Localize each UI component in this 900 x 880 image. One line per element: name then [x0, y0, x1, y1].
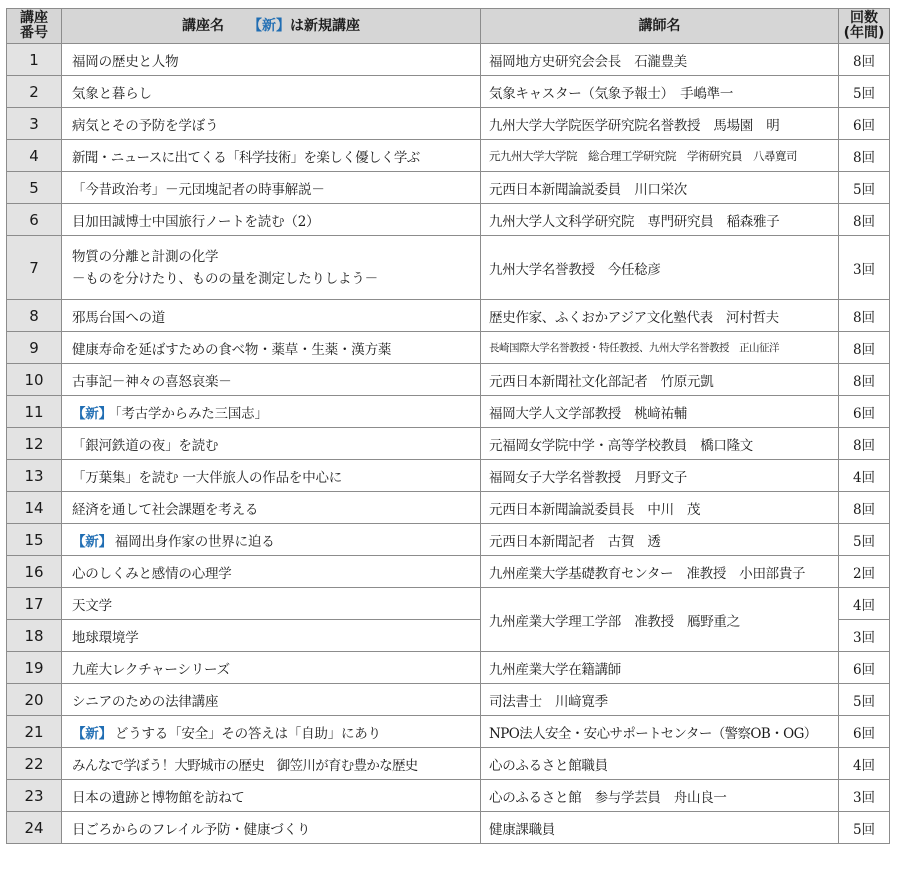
lecturer-name: 九州産業大学理工学部 准教授 鴈野重之: [481, 588, 839, 652]
table-header-row: [7, 9, 890, 44]
session-count: 8回: [839, 44, 890, 76]
course-name: 地球環境学: [62, 620, 481, 652]
header-course-number: 講座 番号: [7, 9, 62, 44]
table-row: [7, 652, 890, 684]
header-lecturer: 講師名: [481, 9, 839, 44]
table-row: [7, 76, 890, 108]
course-number: 8: [7, 300, 62, 332]
course-name: 邪馬台国への道: [62, 300, 481, 332]
session-count: 4回: [839, 748, 890, 780]
course-number: 23: [7, 780, 62, 812]
course-number: 10: [7, 364, 62, 396]
course-name: みんなで学ぼう！大野城市の歴史 御笠川が育む豊かな歴史: [62, 748, 481, 780]
lecturer-name: 気象キャスター（気象予報士） 手嶋準一: [481, 76, 839, 108]
session-count: 5回: [839, 76, 890, 108]
course-number: 16: [7, 556, 62, 588]
course-name: [62, 236, 481, 300]
course-number: 15: [7, 524, 62, 556]
session-count: 4回: [839, 588, 890, 620]
course-number: 3: [7, 108, 62, 140]
lecturer-name: 九州大学名誉教授 今任稔彦: [481, 236, 839, 300]
lecturer-name: 歴史作家、ふくおかアジア文化塾代表 河村哲夫: [481, 300, 839, 332]
course-name: 心のしくみと感情の心理学: [62, 556, 481, 588]
course-number: 9: [7, 332, 62, 364]
table-row: [7, 236, 890, 300]
lecturer-name: 九州産業大学基礎教育センター 准教授 小田部貴子: [481, 556, 839, 588]
table-row: [7, 300, 890, 332]
course-number: 18: [7, 620, 62, 652]
course-name: 新聞・ニュースに出てくる「科学技術」を楽しく優しく学ぶ: [62, 140, 481, 172]
course-name: 「銀河鉄道の夜」を読む: [62, 428, 481, 460]
session-count: 5回: [839, 812, 890, 844]
session-count: 2回: [839, 556, 890, 588]
table-row: [7, 428, 890, 460]
course-number: 14: [7, 492, 62, 524]
lecturer-name: 心のふるさと館職員: [481, 748, 839, 780]
lecturer-name: 福岡女子大学名誉教授 月野文子: [481, 460, 839, 492]
session-count: 8回: [839, 492, 890, 524]
table-row: [7, 396, 890, 428]
lecturer-name: 九州大学大学院医学研究院名誉教授 馬場園 明: [481, 108, 839, 140]
table-row: [7, 588, 890, 620]
course-name-text: 「考古学からみた三国志」: [114, 405, 268, 422]
table-row: [7, 332, 890, 364]
lecturer-name: 元西日本新聞論説委員長 中川 茂: [481, 492, 839, 524]
session-count: 8回: [839, 364, 890, 396]
lecturer-name: 健康課職員: [481, 812, 839, 844]
course-name: 天文学: [62, 588, 481, 620]
course-table: [6, 8, 890, 844]
course-name: [62, 396, 481, 428]
session-count: 6回: [839, 396, 890, 428]
session-count: 4回: [839, 460, 890, 492]
table-row: [7, 204, 890, 236]
table-row: [7, 748, 890, 780]
course-name: 古事記－神々の喜怒哀楽－: [62, 364, 481, 396]
table-row: [7, 556, 890, 588]
table-row: [7, 812, 890, 844]
table-row: [7, 108, 890, 140]
session-count: 8回: [839, 300, 890, 332]
session-count: 6回: [839, 108, 890, 140]
new-course-badge: 【新】: [72, 533, 112, 550]
course-name-line-1: 物質の分離と計測の化学: [72, 248, 219, 265]
session-count: 3回: [839, 780, 890, 812]
course-name: 日ごろからのフレイル予防・健康づくり: [62, 812, 481, 844]
course-name: [62, 524, 481, 556]
table-row: [7, 684, 890, 716]
course-number: 7: [7, 236, 62, 300]
lecturer-name: 元九州大学大学院 総合理工学研究院 学術研究員 八尋寛司: [481, 140, 839, 172]
table-row: [7, 492, 890, 524]
table-row: [7, 460, 890, 492]
header-session-count: 回数 (年間): [839, 9, 890, 44]
course-number: 20: [7, 684, 62, 716]
session-count: 6回: [839, 716, 890, 748]
lecturer-name: 司法書士 川﨑寛季: [481, 684, 839, 716]
session-count: 8回: [839, 332, 890, 364]
course-name: 病気とその予防を学ぼう: [62, 108, 481, 140]
lecturer-name: NPO法人安全・安心サポートセンター（警察OB・OG）: [481, 716, 839, 748]
lecturer-name: 九州産業大学在籍講師: [481, 652, 839, 684]
session-count: 8回: [839, 204, 890, 236]
course-number: 22: [7, 748, 62, 780]
session-count: 3回: [839, 620, 890, 652]
lecturer-name: 長崎国際大学名誉教授・特任教授、九州大学名誉教授 正山征洋: [481, 332, 839, 364]
course-number: 5: [7, 172, 62, 204]
session-count: 8回: [839, 140, 890, 172]
lecturer-name: 九州大学人文科学研究院 専門研究員 稲森雅子: [481, 204, 839, 236]
session-count: 5回: [839, 684, 890, 716]
course-name: 経済を通して社会課題を考える: [62, 492, 481, 524]
session-count: 6回: [839, 652, 890, 684]
course-number: 6: [7, 204, 62, 236]
course-name: 九産大レクチャーシリーズ: [62, 652, 481, 684]
course-number: 1: [7, 44, 62, 76]
lecturer-name: 心のふるさと館 参与学芸員 舟山良一: [481, 780, 839, 812]
course-number: 2: [7, 76, 62, 108]
table-row: [7, 716, 890, 748]
lecturer-name: 元福岡女学院中学・高等学校教員 橋口隆文: [481, 428, 839, 460]
course-name: 「万葉集」を読む 一大伴旅人の作品を中心に: [62, 460, 481, 492]
table-row: [7, 524, 890, 556]
course-name: 「今昔政治考」－元団塊記者の時事解説－: [62, 172, 481, 204]
new-course-badge: 【新】: [72, 725, 112, 742]
lecturer-name: 元西日本新聞社文化部記者 竹原元凱: [481, 364, 839, 396]
course-name-text: どうする「安全」その答えは「自助」にあり: [114, 725, 381, 742]
course-number: 4: [7, 140, 62, 172]
course-name: [62, 716, 481, 748]
course-number: 17: [7, 588, 62, 620]
course-number: 21: [7, 716, 62, 748]
table-row: [7, 140, 890, 172]
course-name: 気象と暮らし: [62, 76, 481, 108]
session-count: 5回: [839, 524, 890, 556]
header-course-name: 講座名 【新】は新規講座: [62, 9, 481, 44]
lecturer-name: 元西日本新聞論説委員 川口栄次: [481, 172, 839, 204]
course-name: 日本の遺跡と博物館を訪ねて: [62, 780, 481, 812]
course-name: 目加田誠博士中国旅行ノートを読む（2）: [62, 204, 481, 236]
course-number: 12: [7, 428, 62, 460]
session-count: 3回: [839, 236, 890, 300]
course-name-text: 福岡出身作家の世界に迫る: [114, 533, 275, 550]
course-number: 19: [7, 652, 62, 684]
lecturer-name: 福岡地方史研究会会長 石瀧豊美: [481, 44, 839, 76]
course-table-container: [6, 8, 890, 844]
course-number: 11: [7, 396, 62, 428]
table-row: [7, 780, 890, 812]
lecturer-name: 福岡大学人文学部教授 桃﨑祐輔: [481, 396, 839, 428]
course-name: シニアのための法律講座: [62, 684, 481, 716]
session-count: 5回: [839, 172, 890, 204]
new-course-badge: 【新】: [72, 405, 112, 422]
lecturer-name: 元西日本新聞記者 古賀 透: [481, 524, 839, 556]
course-name: 健康寿命を延ばすための食べ物・薬草・生薬・漢方薬: [62, 332, 481, 364]
course-number: 24: [7, 812, 62, 844]
table-row: [7, 172, 890, 204]
session-count: 8回: [839, 428, 890, 460]
course-number: 13: [7, 460, 62, 492]
table-row: [7, 44, 890, 76]
course-name: 福岡の歴史と人物: [62, 44, 481, 76]
table-row: [7, 364, 890, 396]
course-name-line-2: －ものを分けたり、ものの量を測定したりしよう－: [72, 270, 378, 287]
